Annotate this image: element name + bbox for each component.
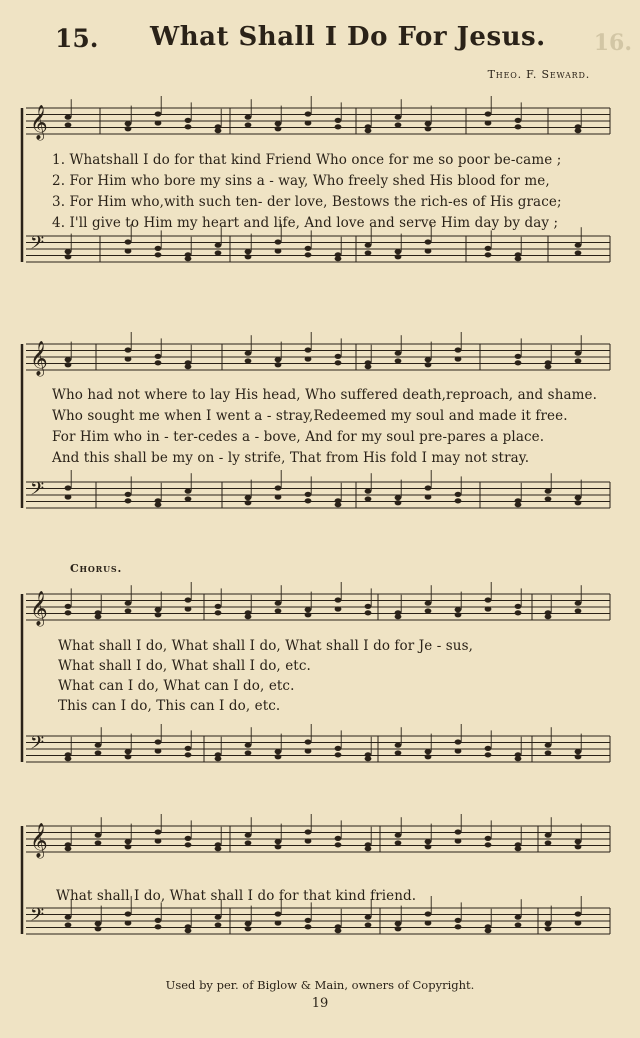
system3-bass-note: [425, 754, 432, 759]
system2-treble-note: [245, 358, 252, 363]
system4-treble-note: [155, 838, 162, 843]
system4-bass-note: [575, 911, 582, 916]
system3-treble-note: [125, 608, 132, 613]
system1-bass-note: [245, 249, 252, 254]
system1-treble-note: [125, 126, 132, 131]
system4-treble-note: [575, 839, 582, 844]
system3-bass-note: [335, 752, 342, 757]
system4-bass-note: [545, 921, 552, 926]
system4-bass-note: [455, 924, 462, 929]
system2-treble-note: [575, 351, 582, 356]
system2-treble-note: [515, 354, 522, 359]
system4-bass-note: [575, 920, 582, 925]
system4-treble-note: [125, 839, 132, 844]
system1-bass-note: [365, 243, 372, 248]
system2-bass-note: [275, 485, 282, 490]
system1-treble-note: [515, 118, 522, 123]
system4-treble-note: [575, 844, 582, 849]
system4-treble-note: [335, 842, 342, 847]
system3-bass-note: [65, 756, 72, 761]
system3-treble-note: [245, 614, 252, 619]
system4-treble-note: [245, 840, 252, 845]
verse-line-7: For Him who in - ter-cedes a - bove, And for my soul pre-pares a place.: [52, 429, 545, 445]
system4-bass-note: [155, 924, 162, 929]
system2-treble-note: [335, 360, 342, 365]
system4-treble-note: [95, 833, 102, 838]
system3-treble-note: [425, 601, 432, 606]
system3-treble-note: [335, 606, 342, 611]
system4-bass-note: [275, 920, 282, 925]
system3-treble-note: [215, 610, 222, 615]
system2-treble-note: [125, 356, 132, 361]
system4-bass-note: [65, 915, 72, 920]
system4-treble-note: [395, 833, 402, 838]
system2-bass-note: [395, 495, 402, 500]
system4-treble-note: [305, 838, 312, 843]
system2-bass-note: [125, 498, 132, 503]
system3-bass-note: [215, 756, 222, 761]
system1-treble-note: [65, 115, 72, 120]
verse-line-1: 1. Whatshall I do for that kind Friend Who once for me so poor be-came ;: [52, 152, 562, 168]
system2-bass-note: [545, 496, 552, 501]
system3-bass-note: [305, 739, 312, 744]
system1-bass-note: [485, 246, 492, 251]
system4-treble-note: [125, 844, 132, 849]
system4-treble-note: [185, 836, 192, 841]
system2-treble-note: [365, 364, 372, 369]
system2-bass-note: [125, 492, 132, 497]
system2-treble-note: [275, 357, 282, 362]
system4-bass-note: [365, 915, 372, 920]
system4-bass-note: [275, 911, 282, 916]
system3-bass-note: [155, 739, 162, 744]
system3-bass-note: [185, 746, 192, 751]
system2-treble-note: [65, 362, 72, 367]
system1-bass-note: [65, 254, 72, 259]
system1-bass-note: [125, 239, 132, 244]
system4-bass-clef-icon: 𝄢: [30, 905, 45, 930]
system3-bass-note: [275, 754, 282, 759]
system3-bass-note: [575, 754, 582, 759]
system3-bass-note: [95, 743, 102, 748]
system3-bass-note: [125, 749, 132, 754]
bleed-through-mark: 16.: [593, 30, 632, 56]
system1-bass-note: [305, 252, 312, 257]
system3-bass-note: [185, 752, 192, 757]
system1-bass-note: [485, 252, 492, 257]
system2-treble-note: [245, 351, 252, 356]
system1-bass-note: [515, 256, 522, 261]
system2-bass-note: [575, 495, 582, 500]
system4-bass-note: [215, 922, 222, 927]
system3-treble-note: [485, 606, 492, 611]
system2-bass-note: [545, 489, 552, 494]
system3-treble-note: [365, 604, 372, 609]
system2-bass-note: [425, 494, 432, 499]
system3-bass-note: [155, 748, 162, 753]
system3-bass-note: [455, 739, 462, 744]
system2-bass-note: [275, 494, 282, 499]
system2-bass-note: [365, 496, 372, 501]
system2-bass-note: [455, 498, 462, 503]
system4-treble-note: [185, 842, 192, 847]
system1-treble-note: [305, 111, 312, 116]
system3-bass-note: [485, 746, 492, 751]
music-system-3: [18, 580, 614, 790]
system4-bass-note: [65, 922, 72, 927]
system1-bass-note: [575, 243, 582, 248]
system2-bass-note: [245, 500, 252, 505]
system3-treble-clef-icon: 𝄞: [30, 591, 48, 626]
system1-treble-note: [485, 120, 492, 125]
system4-treble-note: [335, 836, 342, 841]
system4-treble-note: [275, 839, 282, 844]
system1-treble-note: [395, 122, 402, 127]
system4-treble-note: [515, 846, 522, 851]
system2-bass-note: [185, 496, 192, 501]
system2-treble-note: [305, 356, 312, 361]
system3-treble-note: [335, 597, 342, 602]
composer-credit: Theo. F. Seward.: [487, 68, 590, 81]
system2-bass-note: [185, 489, 192, 494]
system4-bass-note: [155, 918, 162, 923]
system2-treble-note: [65, 357, 72, 362]
system1-treble-note: [245, 122, 252, 127]
system2-bass-note: [305, 492, 312, 497]
system4-bass-note: [305, 924, 312, 929]
hymn-number: 15.: [55, 24, 99, 53]
system1-bass-note: [425, 248, 432, 253]
system4-bass-note: [365, 922, 372, 927]
system1-treble-note: [215, 128, 222, 133]
system3-bass-note: [335, 746, 342, 751]
system2-treble-note: [395, 351, 402, 356]
system3-treble-note: [455, 612, 462, 617]
system2-bass-note: [335, 502, 342, 507]
music-system-4: [18, 812, 614, 972]
system4-bass-note: [335, 928, 342, 933]
system4-treble-note: [95, 840, 102, 845]
system3-treble-note: [185, 606, 192, 611]
system2-treble-note: [425, 357, 432, 362]
system3-treble-note: [455, 607, 462, 612]
verse-line-6: Who sought me when I went a - stray,Redeemed my soul and made it free.: [52, 408, 568, 424]
system1-bass-note: [335, 256, 342, 261]
system3-treble-note: [275, 608, 282, 613]
verse-line-2: 2. For Him who bore my sins a - way, Who freely shed His blood for me,: [52, 173, 550, 189]
system1-bass-note: [395, 249, 402, 254]
system4-treble-note: [485, 836, 492, 841]
system3-bass-note: [245, 750, 252, 755]
system1-treble-note: [155, 120, 162, 125]
system1-bass-note: [185, 256, 192, 261]
system4-treble-note: [485, 842, 492, 847]
system2-treble-note: [185, 364, 192, 369]
system3-bass-note: [305, 748, 312, 753]
system3-bass-note: [365, 756, 372, 761]
system2-bass-clef-icon: 𝄢: [30, 479, 45, 504]
chorus-final-line: What shall I do, What shall I do for that kind friend.: [56, 888, 417, 904]
system3-bass-note: [515, 756, 522, 761]
system2-bass-note: [515, 502, 522, 507]
system3-bass-note: [575, 749, 582, 754]
system4-bass-note: [215, 915, 222, 920]
system2-bass-note: [305, 498, 312, 503]
system4-bass-note: [395, 921, 402, 926]
system3-treble-note: [185, 597, 192, 602]
system4-bass-note: [425, 911, 432, 916]
system4-bass-note: [95, 926, 102, 931]
chorus-line-2: What shall I do, What shall I do, etc.: [58, 658, 311, 674]
system1-treble-note: [155, 111, 162, 116]
system3-bass-note: [395, 743, 402, 748]
verse-line-3: 3. For Him who,with such ten- der love, Bestows the rich-es of His grace;: [52, 194, 562, 210]
system3-bass-note: [395, 750, 402, 755]
system3-treble-note: [485, 597, 492, 602]
system1-treble-note: [125, 121, 132, 126]
system2-treble-note: [155, 360, 162, 365]
system3-treble-note: [395, 614, 402, 619]
system3-bass-note: [425, 749, 432, 754]
system4-bass-note: [125, 911, 132, 916]
system1-treble-note: [335, 118, 342, 123]
system2-treble-note: [335, 354, 342, 359]
system4-bass-note: [395, 926, 402, 931]
system2-treble-note: [575, 358, 582, 363]
system1-treble-note: [425, 121, 432, 126]
system2-treble-note: [305, 347, 312, 352]
system1-bass-note: [215, 243, 222, 248]
system1-treble-note: [365, 128, 372, 133]
system1-bass-note: [155, 252, 162, 257]
system2-treble-note: [155, 354, 162, 359]
system3-bass-clef-icon: 𝄢: [30, 733, 45, 758]
system2-bass-note: [155, 502, 162, 507]
system3-treble-note: [95, 614, 102, 619]
system4-treble-note: [245, 833, 252, 838]
system3-treble-note: [515, 604, 522, 609]
system2-treble-note: [515, 360, 522, 365]
system2-bass-note: [365, 489, 372, 494]
system4-treble-note: [455, 829, 462, 834]
system1-treble-note: [485, 111, 492, 116]
music-system-2: [18, 330, 614, 530]
hymn-title: What Shall I Do For Jesus.: [150, 22, 546, 52]
system4-bass-note: [305, 918, 312, 923]
system2-treble-note: [395, 358, 402, 363]
system2-treble-note: [125, 347, 132, 352]
system1-treble-note: [515, 124, 522, 129]
system1-treble-note: [395, 115, 402, 120]
system2-bass-note: [425, 485, 432, 490]
page-number: 19: [311, 996, 329, 1011]
system4-treble-note: [305, 829, 312, 834]
system3-bass-note: [95, 750, 102, 755]
system1-bass-note: [305, 246, 312, 251]
system3-treble-note: [65, 610, 72, 615]
system3-bass-note: [545, 750, 552, 755]
system3-treble-note: [545, 614, 552, 619]
system3-treble-note: [365, 610, 372, 615]
system1-bass-note: [365, 250, 372, 255]
system1-bass-note: [275, 248, 282, 253]
system4-treble-clef-icon: 𝄞: [30, 823, 48, 858]
system1-bass-note: [395, 254, 402, 259]
system1-treble-note: [275, 121, 282, 126]
system3-treble-note: [305, 607, 312, 612]
system3-treble-note: [125, 601, 132, 606]
system4-treble-note: [545, 840, 552, 845]
system3-bass-note: [275, 749, 282, 754]
system4-bass-note: [545, 926, 552, 931]
system2-treble-note: [275, 362, 282, 367]
system4-treble-note: [275, 844, 282, 849]
system3-treble-note: [155, 612, 162, 617]
system3-treble-note: [515, 610, 522, 615]
system2-treble-note: [545, 364, 552, 369]
system1-treble-clef-icon: 𝄞: [30, 105, 48, 140]
system3-treble-note: [65, 604, 72, 609]
chorus-line-4: This can I do, This can I do, etc.: [58, 698, 281, 714]
system4-treble-note: [425, 844, 432, 849]
system3-bass-note: [455, 748, 462, 753]
system4-bass-note: [95, 921, 102, 926]
system1-bass-note: [215, 250, 222, 255]
system3-treble-note: [275, 601, 282, 606]
chorus-label: Chorus.: [70, 562, 123, 575]
system3-bass-note: [245, 743, 252, 748]
copyright-credit: Used by per. of Biglow & Main, owners of Copyright.: [165, 978, 475, 992]
system1-treble-note: [425, 126, 432, 131]
system1-bass-note: [125, 248, 132, 253]
system4-treble-note: [455, 838, 462, 843]
system1-bass-clef-icon: 𝄢: [30, 233, 45, 258]
chorus-line-1: What shall I do, What shall I do, What shall I do for Je - sus,: [58, 638, 473, 654]
system3-treble-note: [305, 612, 312, 617]
system1-bass-note: [575, 250, 582, 255]
system3-bass-note: [485, 752, 492, 757]
system2-bass-note: [245, 495, 252, 500]
system4-bass-note: [245, 926, 252, 931]
system3-bass-note: [125, 754, 132, 759]
system1-treble-note: [305, 120, 312, 125]
system1-bass-note: [425, 239, 432, 244]
verse-line-4: 4. I'll give to Him my heart and life, And love and serve Him day by day ;: [52, 215, 559, 231]
system3-treble-note: [155, 607, 162, 612]
system4-treble-note: [545, 833, 552, 838]
system3-treble-note: [425, 608, 432, 613]
system1-bass-note: [275, 239, 282, 244]
system1-treble-note: [335, 124, 342, 129]
system1-bass-note: [65, 249, 72, 254]
system4-bass-note: [485, 928, 492, 933]
verse-line-8: And this shall be my on - ly strife, That from His fold I may not stray.: [52, 450, 530, 466]
system2-bass-note: [65, 494, 72, 499]
system2-treble-note: [425, 362, 432, 367]
system2-treble-note: [455, 356, 462, 361]
system1-treble-note: [245, 115, 252, 120]
system4-treble-note: [65, 846, 72, 851]
chorus-line-3: What can I do, What can I do, etc.: [58, 678, 295, 694]
system1-treble-note: [275, 126, 282, 131]
music-system-1: [18, 90, 614, 285]
system4-treble-note: [155, 829, 162, 834]
system2-bass-note: [455, 492, 462, 497]
system2-treble-note: [455, 347, 462, 352]
system4-bass-note: [245, 921, 252, 926]
system2-bass-note: [65, 485, 72, 490]
system4-bass-note: [515, 922, 522, 927]
system1-treble-note: [65, 122, 72, 127]
system4-treble-note: [395, 840, 402, 845]
system2-treble-clef-icon: 𝄞: [30, 341, 48, 376]
system2-bass-note: [575, 500, 582, 505]
system4-treble-note: [365, 846, 372, 851]
verse-line-5: Who had not where to lay His head, Who suffered death,reproach, and shame.: [52, 387, 598, 403]
system4-treble-note: [425, 839, 432, 844]
system1-bass-note: [155, 246, 162, 251]
system3-treble-note: [575, 608, 582, 613]
system4-bass-note: [185, 928, 192, 933]
system4-bass-note: [455, 918, 462, 923]
system1-treble-note: [575, 128, 582, 133]
system1-treble-note: [185, 124, 192, 129]
system4-bass-note: [425, 920, 432, 925]
system2-bass-note: [395, 500, 402, 505]
system3-treble-note: [215, 604, 222, 609]
system1-treble-note: [185, 118, 192, 123]
system3-treble-note: [575, 601, 582, 606]
system4-bass-note: [125, 920, 132, 925]
system3-bass-note: [545, 743, 552, 748]
system4-bass-note: [515, 915, 522, 920]
system4-treble-note: [215, 846, 222, 851]
system1-bass-note: [245, 254, 252, 259]
